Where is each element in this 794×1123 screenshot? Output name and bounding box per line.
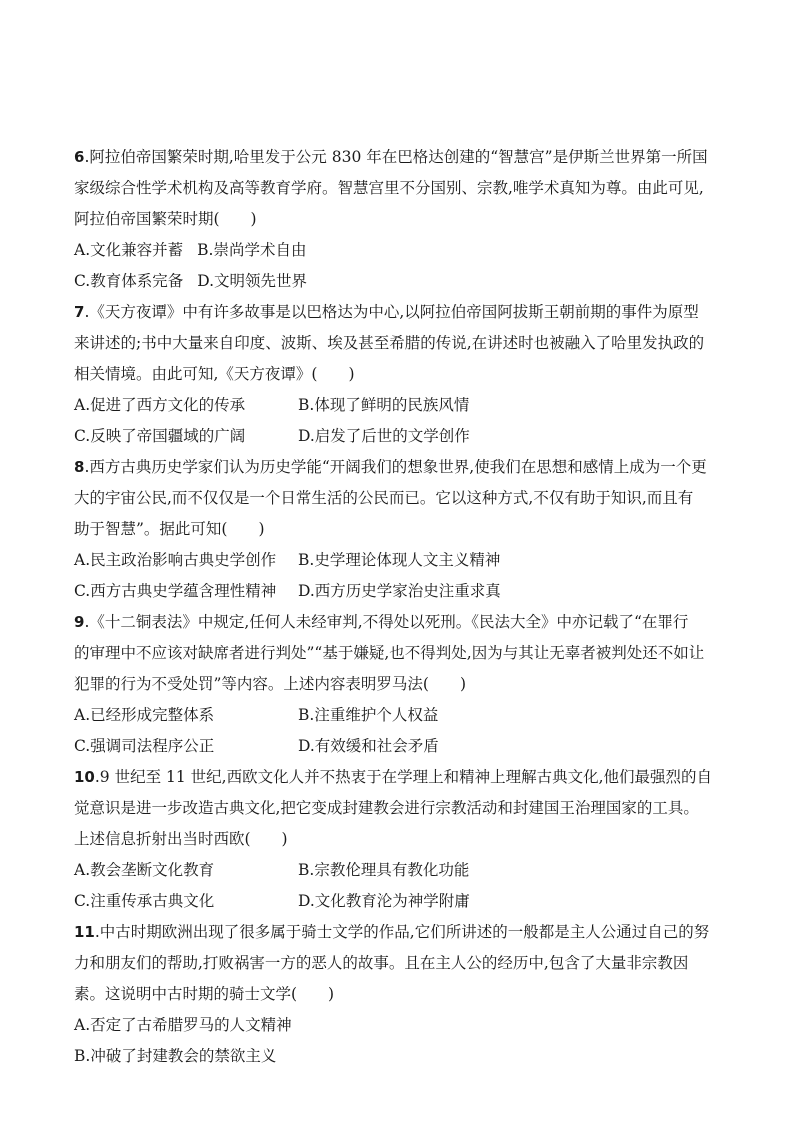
question-8-stem-line-2: 大的宇宙公民,而不仅仅是一个日常生活的公民而已。它以这种方式,不仅有助于知识,而且有 xyxy=(74,489,694,507)
option-c: C.西方古典史学蕴含理性精神 xyxy=(74,582,277,600)
question-6-options-row-1 xyxy=(74,235,724,266)
question-11-stem-line-2: 力和朋友们的帮助,打败祸害一方的恶人的故事。且在主人公的经历中,包含了大量非宗教因 xyxy=(74,954,689,972)
question-list xyxy=(74,142,724,1072)
question-number: 9 xyxy=(74,613,85,631)
option-d: D.启发了后世的文学创作 xyxy=(298,427,470,445)
question-10-stem-line-1: 10.9 世纪至 11 世纪,西欧文化人并不热衷于在学理上和精神上理解古典文化,他们最强烈的自 xyxy=(74,768,713,786)
option-a: A.文化兼容并蓄 xyxy=(74,241,184,259)
question-7 xyxy=(74,297,724,452)
question-6 xyxy=(74,142,724,297)
question-6-options-row-2 xyxy=(74,266,724,297)
question-6-stem-line-3: 阿拉伯帝国繁荣时期( ) xyxy=(74,210,257,228)
question-10-stem-line-3: 上述信息折射出当时西欧( ) xyxy=(74,830,288,848)
question-8 xyxy=(74,452,724,607)
question-8-options-row-1 xyxy=(74,545,724,576)
question-11-stem-line-3: 素。这说明中古时期的骑士文学( ) xyxy=(74,985,335,1003)
option-c: C.教育体系完备 xyxy=(74,272,184,290)
option-a: A.已经形成完整体系 xyxy=(74,706,215,724)
question-9-stem-line-1: 9.《十二铜表法》中规定,任何人未经审判,不得处以死刑。《民法大全》中亦记载了“在罪行 xyxy=(74,613,689,631)
question-7-stem-line-3: 相关情境。由此可知,《天方夜谭》( ) xyxy=(74,365,355,383)
question-9-options-row-2 xyxy=(74,731,724,762)
question-7-options-row-2 xyxy=(74,421,724,452)
option-b: B.冲破了封建教会的禁欲主义 xyxy=(74,1047,277,1065)
question-9-stem-line-3: 犯罪的行为不受处罚”等内容。上述内容表明罗马法( ) xyxy=(74,675,467,693)
option-a: A.否定了古希腊罗马的人文精神 xyxy=(74,1016,292,1034)
option-b: B.体现了鲜明的民族风情 xyxy=(298,396,470,414)
option-b: B.宗教伦理具有教化功能 xyxy=(298,861,470,879)
option-c: C.注重传承古典文化 xyxy=(74,892,215,910)
question-number: 10 xyxy=(74,768,95,786)
question-8-stem-line-3: 助于智慧”。据此可知( ) xyxy=(74,520,265,538)
question-7-options-row-1 xyxy=(74,390,724,421)
question-9-options-row-1 xyxy=(74,700,724,731)
option-d: D.西方历史学家治史注重求真 xyxy=(298,582,501,600)
question-number: 11 xyxy=(74,923,95,941)
question-number: 8 xyxy=(74,458,85,476)
option-a: A.民主政治影响古典史学创作 xyxy=(74,551,277,569)
question-11-stem-line-1: 11.中古时期欧洲出现了很多属于骑士文学的作品,它们所讲述的一般都是主人公通过自己的努 xyxy=(74,923,710,941)
question-10-stem-line-2: 觉意识是进一步改造古典文化,把它变成封建教会进行宗教活动和封建国王治理国家的工具。 xyxy=(74,799,699,817)
option-b: B.注重维护个人权益 xyxy=(298,706,439,724)
question-6-stem-line-2: 家级综合性学术机构及高等教育学府。智慧宫里不分国别、宗教,唯学术真知为尊。由此可见, xyxy=(74,179,704,197)
option-c: C.反映了帝国疆域的广阔 xyxy=(74,427,246,445)
option-d: D.有效缓和社会矛盾 xyxy=(298,737,439,755)
question-7-stem-line-1: 7.《天方夜谭》中有许多故事是以巴格达为中心,以阿拉伯帝国阿拔斯王朝前期的事件为原型 xyxy=(74,303,699,321)
option-a: A.教会垄断文化教育 xyxy=(74,861,215,879)
option-b: B.崇尚学术自由 xyxy=(197,241,307,259)
question-9 xyxy=(74,607,724,762)
question-number: 6 xyxy=(74,148,85,166)
question-number: 7 xyxy=(74,303,85,321)
option-b: B.史学理论体现人文主义精神 xyxy=(298,551,501,569)
question-9-stem-line-2: 的审理中不应该对缺席者进行判处”“基于嫌疑,也不得判处,因为与其让无辜者被判处还不如让 xyxy=(74,644,705,662)
option-a: A.促进了西方文化的传承 xyxy=(74,396,246,414)
option-d: D.文明领先世界 xyxy=(197,272,308,290)
question-10-options-row-2 xyxy=(74,886,724,917)
question-10-options-row-1 xyxy=(74,855,724,886)
question-6-stem-line-1: 6.阿拉伯帝国繁荣时期,哈里发于公元 830 年在巴格达创建的“智慧宫”是伊斯兰世界第一所国 xyxy=(74,148,708,166)
question-8-stem-line-1: 8.西方古典历史学家们认为历史学能“开阔我们的想象世界,使我们在思想和感情上成为一个更 xyxy=(74,458,707,476)
option-d: D.文化教育沦为神学附庸 xyxy=(298,892,470,910)
question-11 xyxy=(74,917,724,1072)
option-c: C.强调司法程序公正 xyxy=(74,737,215,755)
question-10 xyxy=(74,762,724,917)
question-7-stem-line-2: 来讲述的;书中大量来自印度、波斯、埃及甚至希腊的传说,在讲述时也被融入了哈里发执政的 xyxy=(74,334,705,352)
question-8-options-row-2 xyxy=(74,576,724,607)
